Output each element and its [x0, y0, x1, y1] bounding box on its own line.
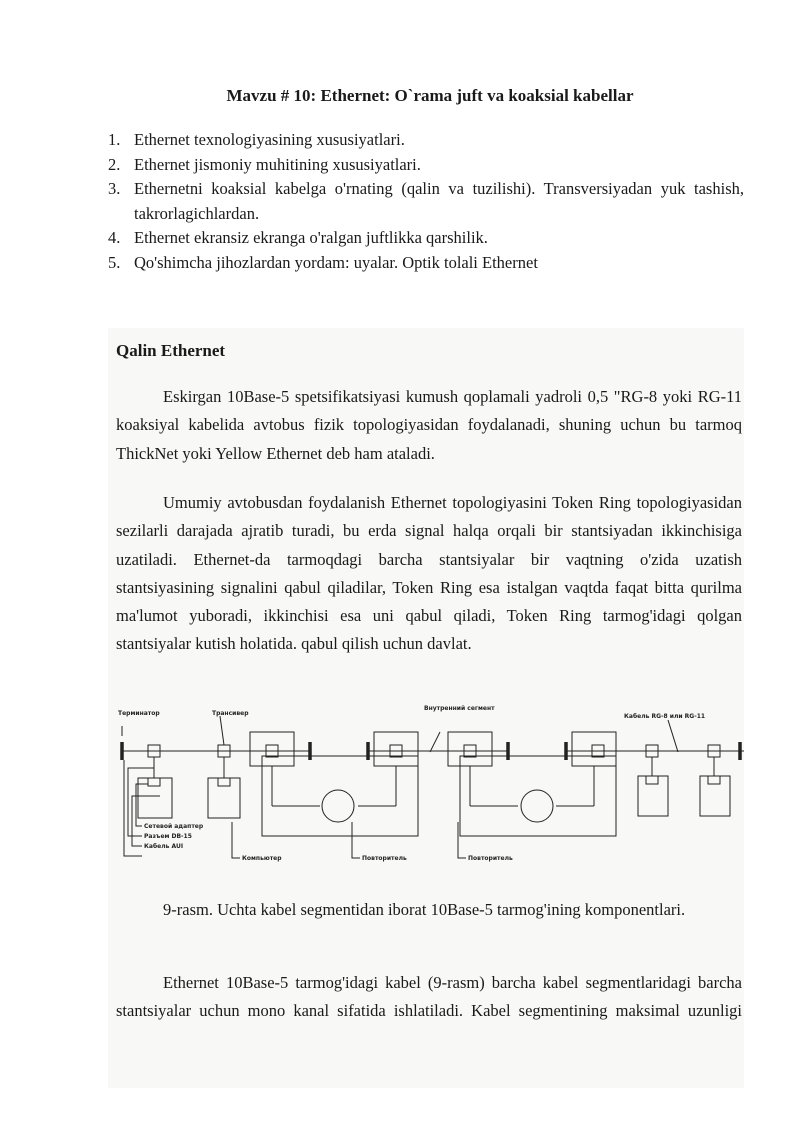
network-diagram: [108, 696, 744, 876]
cable-aui-label: Кабель AUI: [144, 843, 184, 850]
terminator-label: Терминатор: [118, 710, 160, 717]
paragraph: Eskirgan 10Base-5 spetsifikatsiyasi kumush qoplamali yadroli 0,5 "RG-8 yoki RG-11 koaksiyal kabelida avtobus fizik topologiyasidan foydalanadi, shuning uchun bu tarmoq ThickNet yoki Yellow Ethernet deb ham ataladi.: [116, 387, 742, 463]
topic-item: 1. Ethernet texnologiyasining xususiyatlari.: [108, 130, 405, 149]
repeater-label: Повторитель: [468, 855, 513, 862]
section-heading: Qalin Ethernet: [116, 341, 226, 360]
topic-list: [108, 128, 744, 275]
figure-caption: 9-rasm. Uchta kabel segmentidan iborat 10Base-5 tarmog'ining komponentlari.: [163, 900, 686, 919]
computer-label: Компьютер: [242, 855, 282, 862]
paragraph: Ethernet 10Base-5 tarmog'idagi kabel (9-rasm) barcha kabel segmentlaridagi barcha stantsiyalar uchun mono kanal sifatida ishlatiladi. Kabel segmentining maksimal uzunligi: [116, 973, 742, 1021]
topic-item: 5. Qo'shimcha jihozlardan yordam: uyalar. Optik tolali Ethernet: [108, 252, 538, 272]
internal-cable-label: Внутренний сегмент: [424, 705, 495, 712]
transceiver-label: Трансивер: [212, 710, 249, 717]
document-title: Mavzu # 10: Ethernet: O`rama juft va koaksial kabellar: [226, 86, 634, 105]
network-adapter-label: Сетевой адаптер: [144, 823, 204, 830]
cable-type-label: Кабель RG-8 или RG-11: [624, 713, 706, 720]
topic-item: 4. Ethernet ekransiz ekranga o'ralgan juftlikka qarshilik.: [108, 228, 488, 247]
topic-item: 3. Ethernetni koaksial kabelga o'rnating (qalin va tuzilishi). Transversiyadan yuk tashish, takrorlagichlardan.: [108, 179, 744, 223]
paragraph: Umumiy avtobusdan foydalanish Ethernet topologiyasini Token Ring topologiyasidan sezilarli darajada ajratib turadi, bu erda signal halqa orqali bir stantsiyadan ikkinchisiga uzatiladi. Ethernet-da tarmoqdagi barcha stantsiyalar bir vaqtning o'zida uzatish stantsiyasining signalini qabul qiladilar, Token Ring esa istalgan vaqtda faqat bitta qurilma ma'lumot yuboradi, ikkinchisi esa uni qabul qiladi, Token Ring tarmog'idagi qolgan stantsiyalar kutish holatida. qabul qilish uchun davlat.: [116, 493, 742, 654]
repeater-label: Повторитель: [362, 855, 407, 862]
connector-label: Разъем DB-15: [144, 833, 192, 840]
topic-item: 2. Ethernet jismoniy muhitining xususiyatlari.: [108, 154, 421, 174]
